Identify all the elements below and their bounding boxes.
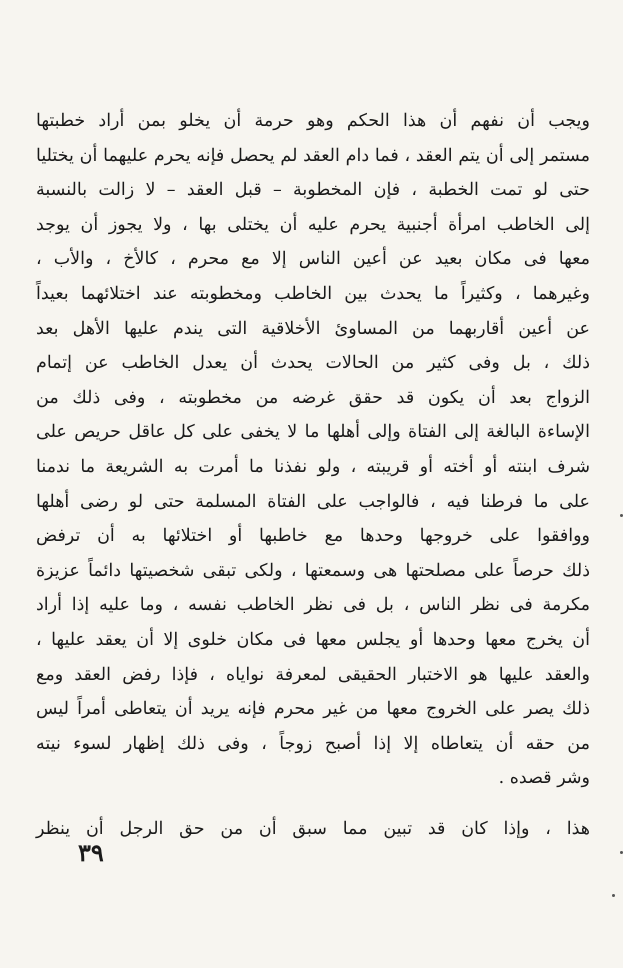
body-text bbox=[36, 104, 590, 846]
text-line: وغيرهما ، وكثيراً ما يحدث بين الخاطب ومخطوبته عند اختلائهما بعيداً bbox=[36, 283, 590, 304]
text-line: ذلك ، بل وفى كثير من الحالات يحدث أن يعدل الخاطب عن إتمام bbox=[36, 353, 590, 374]
text-line: معها فى مكان بعيد عن أعين الناس إلا مع محرم ، كالأخ ، والأب ، bbox=[36, 249, 590, 270]
page-number: ٣٩ bbox=[78, 838, 104, 867]
text-line: مكرمة فى نظر الناس ، بل فى نظر الخاطب نفسه ، وما عليه إذا أراد bbox=[36, 595, 590, 616]
text-line: مستمر إلى أن يتم العقد ، فما دام العقد لم يحصل فإنه يحرم عليهما أن يختليا bbox=[36, 145, 590, 166]
text-line: أن يخرج معها وحدها أو يجلس معها فى مكان خلوى إلا أن يعقد عليها ، bbox=[36, 629, 590, 650]
text-line: على ما فرطنا فيه ، فالواجب على الفتاة المسلمة حتى لو رضى أهلها bbox=[36, 491, 590, 512]
text-line: شرف ابنته أو أخته أو قريبته ، ولو نفذنا ما أمرت به الشريعة ما ندمنا bbox=[36, 456, 590, 477]
text-line: حتى لو تمت الخطبة ، فإن المخطوبة – قبل العقد – لا زالت بالنسبة bbox=[36, 180, 590, 201]
text-line: وشر قصده . bbox=[498, 768, 590, 789]
text-line: الزواج بعد أن يكون قد حقق غرضه من مخطوبته ، وفى ذلك من bbox=[36, 387, 590, 408]
text-line: إلى الخاطب امرأة أجنبية يحرم عليه أن يختلى بها ، ولا يجوز أن يوجد bbox=[36, 214, 590, 235]
text-line: ذلك حرصاً على مصلحتها هى وسمعتها ، ولكى تبقى شخصيتها دائماً عزيزة bbox=[36, 560, 590, 581]
text-line: الإساءة البالغة إلى الفتاة وإلى أهلها ما لا يخفى على كل عاقل حريص على bbox=[36, 422, 590, 443]
text-line: ذلك يصر على الخروج معها من غير محرم فإنه يريد أن يتعاطى أمراً ليس bbox=[36, 699, 590, 720]
text-line: والعقد عليها هو الاختبار الحقيقى لمعرفة نواياه ، فإذا رفض العقد ومع bbox=[36, 664, 590, 685]
text-line: عن أعين أقاربهما من المساوئ الأخلاقية التى يندم عليها الأهل بعد bbox=[36, 318, 590, 339]
paragraph-gap bbox=[36, 796, 590, 812]
scan-speck bbox=[612, 894, 615, 897]
paragraph-1 bbox=[36, 104, 590, 796]
paragraph-2 bbox=[36, 812, 590, 847]
text-line: هذا ، وإذا كان قد تبين مما سبق أن من حق الرجل أن ينظر bbox=[36, 818, 590, 839]
text-line: من حقه أن يتعاطاه إلا إذا أصبح زوجاً ، وفى ذلك إظهار لسوء نيته bbox=[36, 733, 590, 754]
text-line: ويجب أن نفهم أن هذا الحكم وهو حرمة أن يخلو بمن أراد خطبتها bbox=[36, 111, 590, 131]
text-line: ووافقوا على خروجها وحدها مع خاطبها أو اختلائها به أن ترفض bbox=[36, 526, 590, 547]
